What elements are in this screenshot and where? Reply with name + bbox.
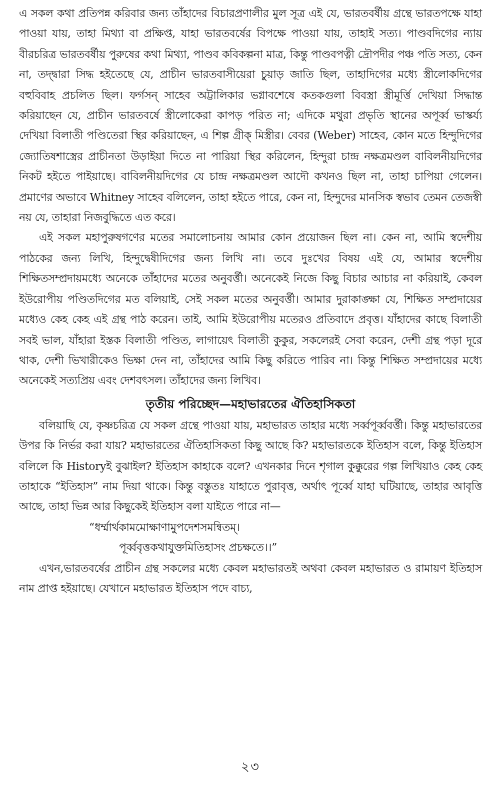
paragraph-2: এই সকল মহাপুরুষগণের মতের সমালোচনায় আমার কোন প্রয়োজন ছিল না। কেন না, আমি স্বদেশীয় পাঠকের জন্য লিখি, হিন্দুদ্বেষীদিগের জন্য লিখি না। তবে দুঃখের বিষয় এই যে, আমার স্বদেশীয় শিক্ষিতসম্প্রদায়মধ্যে অনেকে তাঁহাদের মতের অনুবর্ত্তী। অনেকেই নিজে কিছু বিচার আচার না করিয়াই, কেবল ইউরোপীয় পণ্ডিতদিগের মত বলিয়াই, সেই সকল মতের অনুবর্ত্তী। আমার দুরাকাঙ্ক্ষা যে, শিক্ষিত সম্প্রদায়ের মধ্যেও কেহ কেহ এই গ্রন্থ পাঠ করেন। তাই, আমি ইউরোপীয় মতেরও প্রতিবাদে প্রবৃত্ত। যাঁহাদের কাছে বিলাতী সবই ভাল, যাঁহারা ইস্তক বিলাতী পণ্ডিত, লাগায়েৎ বিলাতী কুকুর, সকলেরই সেবা করেন, দেশী গ্রন্থ পড়া দূরে থাক, দেশী ভিখারীকেও ভিক্ষা দেন না, তাঁহাদের আমি কিছু করিতে পারিব না। কিন্তু শিক্ষিত সম্প্রদায়ের মধ্যে অনেকেই সত্যপ্রিয় এবং দেশবৎসল। তাঁহাদের জন্য লিখিব। <box>19 231 482 388</box>
chapter-heading: তৃতীয় পরিচ্ছেদ—মহাভারতের ঐতিহাসিকতা <box>145 396 356 411</box>
page-number: ২৩ <box>241 760 260 775</box>
paragraph-3: বলিয়াছি যে, কৃষ্ণচরিত্র যে সকল গ্রন্থে পাওয়া যায়, মহাভারত তাহার মধ্যে সর্ব্বপূর্ব্ববর্ত্তী। কিন্তু মহাভারতের উপর কি নির্ভর করা যায়? মহাভারতের ঐতিহাসিকতা কিছু আছে কি? মহাভারতকে ইতিহাস বলে, কিন্তু ইতিহাস বলিলে কি Historyই বুঝাইল? ইতিহাস কাহাকে বলে? এখনকার দিনে শৃগাল কুক্কুরের গল্প লিখিয়াও কেহ কেহ তাহাকে “ইতিহাস” নাম দিয়া থাকে। কিন্তু বস্তুতঃ যাহাতে পুরাবৃত্ত, অর্থাৎ পূর্ব্বে যাহা ঘটিয়াছে, তাহার আবৃত্তি আছে, তাহা ভিন্ন আর কিছুকেই ইতিহাস বলা যাইতে পারে না— <box>19 418 482 514</box>
paragraph-4: এখন,ভারতবর্ষের প্রাচীন গ্রন্থ সকলের মধ্যে কেবল মহাভারতই অথবা কেবল মহাভারত ও রামায়ণ ইতিহাস নাম প্রাপ্ত হইয়াছে। যেখানে মহাভারত ইতিহাস পদে বাচ্য, <box>19 561 482 595</box>
paragraph-1: এ সকল কথা প্রতিপন্ন করিবার জন্য তাঁহাদের বিচারপ্রণালীর মুল সূত্র এই যে, ভারতবর্ষীয় গ্রন্থে ভারতপক্ষে যাহা পাওয়া যায়, তাহা মিথ্যা বা প্রক্ষিপ্ত, যাহা ভারতবর্ষের বিপক্ষে পাওয়া যায়, তাহাই সত্য। পাণ্ডবদিগের ন্যায় বীরচরিত্র ভারতবর্ষীয় পুরুষের কথা মিথ্যা, পাণ্ডব কবিকল্পনা মাত্র, কিন্তু পাণ্ডবপত্নী দ্রৌপদীর পঞ্চ পতি সত্য, কেন না, তদ্দ্বারা সিদ্ধ হইতেছে যে, প্রাচীন ভারতবাসীয়েরা চুয়াড় জাতি ছিল, তাহাদিগের মধ্যে স্ত্রীলোকদিগের বহুবিবাহ প্রচলিত ছিল। ফর্গসন্ সাহেব অট্টালিকার ভগ্নাবশেষে কতকগুলা বিবস্ত্রা স্ত্রীমূর্ত্তি দেখিয়া সিদ্ধান্ত করিয়াছেন যে, প্রাচীন ভারতবর্ষে স্ত্রীলোকেরা কাপড় পরিত না; এদিকে মথুরা প্রভৃতি স্থানের অপূর্ব্ব ভাস্কর্য্য দেখিয়া বিলাতী পণ্ডিতেরা স্থির করিয়াছেন, এ শিল্প গ্রীক্ মিস্ত্রীর। বেবর (Weber) সাহেব, কোন মতে হিন্দুদিগের জ্যোতিষশাস্ত্রের প্রাচীনতা উড়াইয়া দিতে না পারিয়া স্থির করিলেন, হিন্দুরা চান্দ্র নক্ষত্রমণ্ডল বাবিলনীয়দিগের নিকট হইতে পাইয়াছে। বাবিলনীয়দিগের যে চান্দ্র নক্ষত্রমণ্ডল আদৌ কখনও ছিল না, তাহা চাপিয়া গেলেন। প্রমাণের অভাবে Whitney সাহেব বলিলেন, তাহা হইতে পারে, কেন না, হিন্দুদের মানসিক স্বভাব তেমন তেজস্বী নয় যে, তাহারা নিজবুদ্ধিতে এত করে। <box>19 7 482 225</box>
verse-line-1: “ধর্ম্মার্থকামমোক্ষাণামুপদেশসমন্বিতম্। <box>89 520 241 534</box>
verse-line-2: পূর্ব্ববৃত্তকথাযুক্তমিতিহাসং প্রচক্ষতে।।” <box>119 541 278 555</box>
